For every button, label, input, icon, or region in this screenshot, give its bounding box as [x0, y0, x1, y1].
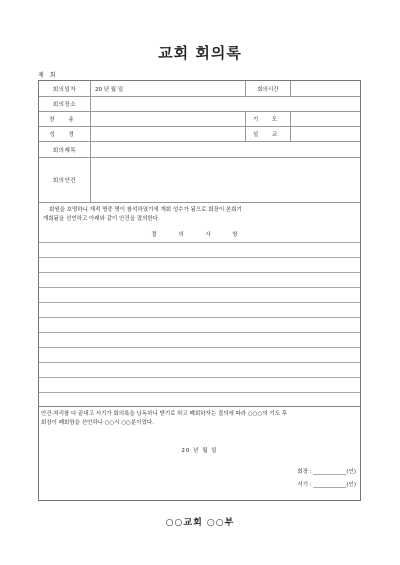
scripture-sermon-row	[39, 127, 360, 142]
resolution-line	[39, 347, 360, 348]
subject-label: 회의제목	[39, 142, 91, 157]
hymn-label: 찬 송	[39, 112, 91, 126]
document-title: 교회 회의록	[158, 44, 242, 62]
footer-church-name: ○○교회 ○○부	[165, 518, 235, 528]
resolution-line	[39, 317, 360, 318]
prayer-label: 기 도	[246, 112, 291, 126]
sermon-label: 설 교	[246, 127, 291, 141]
session-label: 제 회	[38, 72, 58, 79]
resolutions-heading: 결 의 사 항	[151, 232, 248, 238]
opening-text-line-2: 개회됨을 선언하고 아래와 같이 안건을 결의한다.	[43, 216, 160, 222]
subject-field[interactable]	[91, 142, 360, 157]
resolution-line	[39, 332, 360, 333]
resolution-line	[39, 287, 360, 288]
resolution-line	[39, 272, 360, 273]
closing-text-line-2: 회장이 폐회함을 선언하니 ○○시 ○○분이었다.	[41, 420, 154, 426]
place-label: 회의장소	[39, 97, 91, 111]
place-row	[39, 97, 360, 112]
sermon-field[interactable]	[291, 127, 360, 141]
subject-row	[39, 142, 360, 158]
resolution-line	[39, 257, 360, 258]
hymn-field[interactable]	[91, 112, 246, 126]
closing-text-line-1: 안건·처리를 다 끝내고 서기가 회의록을 낭독하니 받기로 하고 폐회하자는 결의에 따라 ○○○의 기도 후	[41, 411, 288, 417]
resolution-line	[39, 377, 360, 378]
agenda-field[interactable]	[91, 158, 360, 202]
hymn-prayer-row	[39, 112, 360, 127]
time-label: 회의시간	[246, 81, 291, 96]
date-time-row	[39, 81, 360, 97]
resolution-line	[39, 242, 360, 243]
resolution-line	[39, 406, 360, 407]
time-field[interactable]	[291, 81, 360, 96]
resolution-line	[39, 302, 360, 303]
signing-date: 20 년 월 일	[181, 448, 218, 454]
agenda-row	[39, 158, 360, 203]
resolution-line	[39, 362, 360, 363]
date-field[interactable]: 20 년 월 일	[91, 81, 246, 96]
scripture-field[interactable]	[91, 127, 246, 141]
scripture-label: 성 경	[39, 127, 91, 141]
opening-text-line-1: 회원을 호명하니 재적 명중 명이 참석하였기에 개회 성수가 됨으로 회장이 본회기	[49, 207, 242, 213]
minutes-form	[38, 80, 361, 501]
prayer-field[interactable]	[291, 112, 360, 126]
date-label: 회의일자	[39, 81, 91, 96]
secretary-signature: 서기 : ____________(인)	[297, 482, 356, 488]
chair-signature: 회장 : ____________(인)	[297, 469, 356, 475]
resolution-line	[39, 392, 360, 393]
agenda-label: 회의안건	[39, 158, 91, 202]
place-field[interactable]	[91, 97, 360, 111]
